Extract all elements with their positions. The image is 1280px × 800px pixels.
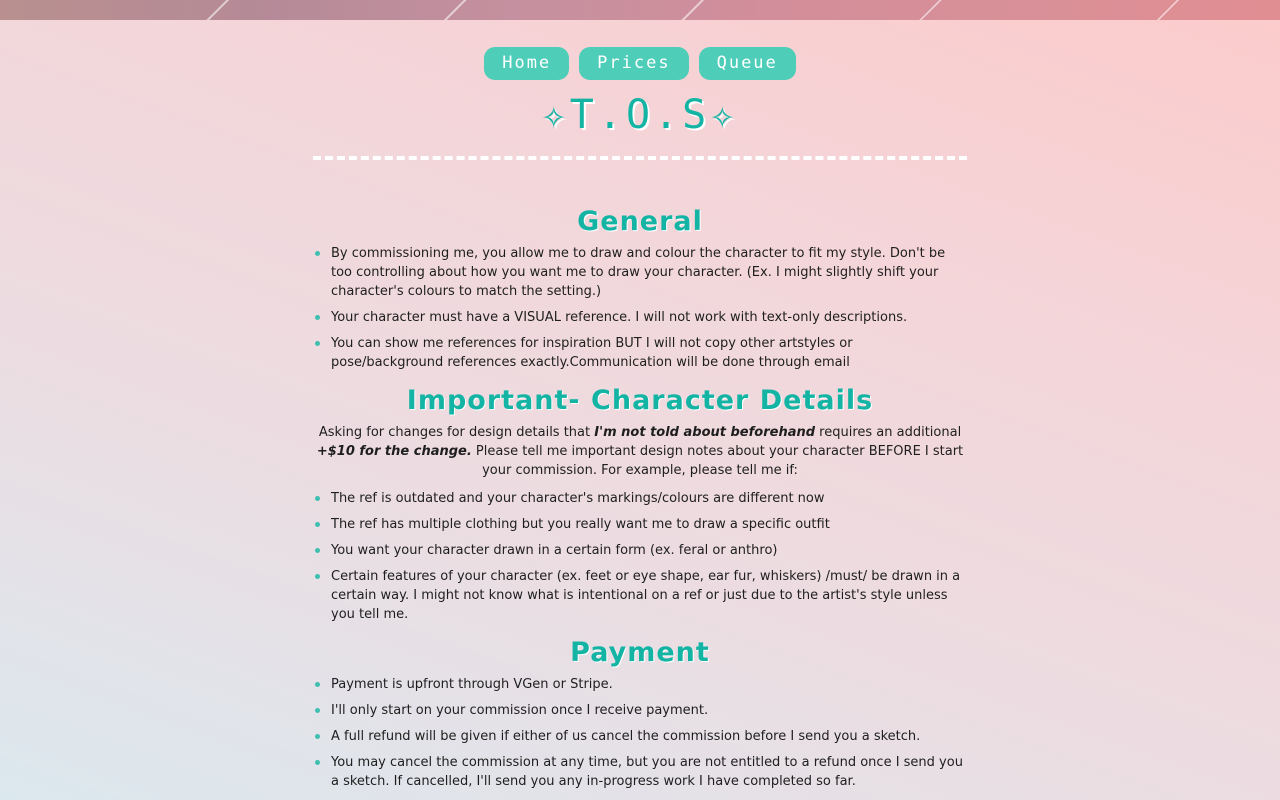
list-item-text: You want your character drawn in a certain form (ex. feral or anthro) xyxy=(331,543,778,558)
list-item xyxy=(314,489,966,508)
list-item-text: By commissioning me, you allow me to draw and colour the character to fit my style. Don't be too controlling about how you want me to draw your character. (Ex. I might slightly shift your character's colours to match the setting.) xyxy=(331,246,946,299)
payment-list xyxy=(314,675,966,791)
top-banner xyxy=(0,0,1280,20)
bullet-icon xyxy=(315,734,320,739)
nav-prices-button[interactable]: Prices xyxy=(579,47,688,80)
list-item-text: Your character must have a VISUAL reference. I will not work with text-only descriptions. xyxy=(331,310,908,325)
intro-text-3: Please tell me important design notes about your character BEFORE I start your commission. For example, please tell me if: xyxy=(471,444,964,478)
list-item-text: You can show me references for inspiration BUT I will not copy other artstyles or pose/background references exactly.Communication will be done through email xyxy=(331,336,853,370)
dashed-divider xyxy=(313,156,967,160)
list-item xyxy=(314,567,966,624)
list-item-text: Payment is upfront through VGen or Stripe. xyxy=(331,677,613,692)
bullet-icon xyxy=(315,682,320,687)
bullet-icon xyxy=(315,708,320,713)
list-item xyxy=(314,701,966,720)
bullet-icon xyxy=(315,574,320,579)
section-general xyxy=(314,200,966,372)
intro-emphasis-1: I'm not told about beforehand xyxy=(594,425,816,440)
important-intro xyxy=(314,423,966,480)
bullet-icon xyxy=(315,522,320,527)
nav-home-button[interactable]: Home xyxy=(484,47,569,80)
bullet-icon xyxy=(315,315,320,320)
list-item xyxy=(314,675,966,694)
list-item xyxy=(314,753,966,791)
intro-text-1: Asking for changes for design details that xyxy=(318,425,595,440)
bullet-icon xyxy=(315,341,320,346)
list-item-text: A full refund will be given if either of us cancel the commission before I send you a sketch. xyxy=(331,729,921,744)
section-heading-payment: Payment xyxy=(570,637,710,668)
list-item-text: The ref is outdated and your character's markings/colours are different now xyxy=(331,491,825,506)
top-nav xyxy=(0,47,1280,80)
list-item-text: I'll only start on your commission once I receive payment. xyxy=(331,703,709,718)
important-list xyxy=(314,489,966,624)
general-list xyxy=(314,244,966,372)
list-item xyxy=(314,308,966,327)
nav-queue-button[interactable]: Queue xyxy=(699,47,796,80)
list-item-text: You may cancel the commission at any time, but you are not entitled to a refund once I send you a sketch. If cancelled, I'll send you any in-progress work I have completed so far. xyxy=(331,755,963,789)
list-item xyxy=(314,244,966,301)
intro-text-2: requires an additional xyxy=(815,425,962,440)
section-heading-general: General xyxy=(577,206,703,237)
section-heading-important: Important- Character Details xyxy=(406,385,874,416)
bullet-icon xyxy=(315,251,320,256)
section-important xyxy=(314,379,966,624)
tos-content xyxy=(314,200,966,798)
list-item xyxy=(314,334,966,372)
list-item xyxy=(314,727,966,746)
bullet-icon xyxy=(315,496,320,501)
bullet-icon xyxy=(315,760,320,765)
list-item-text: Certain features of your character (ex. feet or eye shape, ear fur, whiskers) /must/ be drawn in a certain way. I might not know what is intentional on a ref or just due to the artist's style unless you tell me. xyxy=(331,569,961,622)
intro-emphasis-2: +$10 for the change. xyxy=(316,444,472,459)
page-title: ✧T.O.S✧ xyxy=(541,92,739,138)
bullet-icon xyxy=(315,548,320,553)
list-item xyxy=(314,541,966,560)
section-payment xyxy=(314,631,966,791)
list-item-text: The ref has multiple clothing but you really want me to draw a specific outfit xyxy=(331,517,830,532)
list-item xyxy=(314,515,966,534)
